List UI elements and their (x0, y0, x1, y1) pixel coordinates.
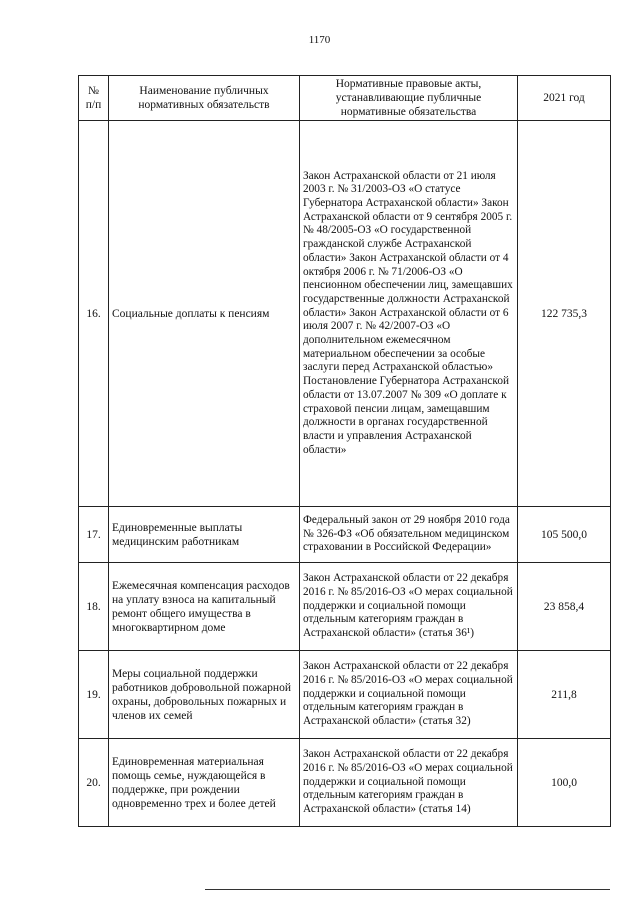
row-amount: 23 858,4 (518, 563, 611, 651)
table-row (79, 563, 611, 651)
footer-rule (205, 889, 610, 890)
table-row (79, 651, 611, 739)
row-num: 20. (79, 739, 109, 827)
table-row (79, 121, 611, 507)
row-name: Единовременные выплаты медицинским работникам (109, 507, 300, 563)
row-acts: Закон Астраханской области от 22 декабря 2016 г. № 85/2016-ОЗ «О мерах социальной поддержки и социальной помощи отдельным категориям граждан в Астраханской области» (статья 32) (300, 651, 518, 739)
row-num: 17. (79, 507, 109, 563)
header-num: № п/п (79, 76, 109, 121)
row-num: 18. (79, 563, 109, 651)
table-row (79, 507, 611, 563)
row-amount: 100,0 (518, 739, 611, 827)
row-name: Меры социальной поддержки работников добровольной пожарной охраны, добровольных пожарных и членов их семей (109, 651, 300, 739)
row-amount: 122 735,3 (518, 121, 611, 507)
row-acts: Закон Астраханской области от 21 июля 2003 г. № 31/2003-ОЗ «О статусе Губернатора Астраханской области» Закон Астраханской области от 9 сентября 2005 г. № 48/2005-ОЗ «О государственной гражданской службе Астраханской области» Закон Астраханской области от 4 октября 2006 г. № 71/2006-ОЗ «О пенсионном обеспечении лиц, замещавших государственные должности Астраханской области» Закон Астраханской области от 6 июля 2007 г. № 42/2007-ОЗ «О дополнительном ежемесячном материальном обеспечении за особые заслуги перед Астраханской областью» Постановление Губернатора Астраханской области от 13.07.2007 № 309 «О доплате к страховой пенсии лицам, замещавшим должности в органах государственной власти и управления Астраханской области» (300, 121, 518, 507)
row-name: Социальные доплаты к пенсиям (109, 121, 300, 507)
row-num: 19. (79, 651, 109, 739)
header-acts: Нормативные правовые акты, устанавливающие публичные нормативные обязательства (300, 76, 518, 121)
row-acts: Федеральный закон от 29 ноября 2010 года № 326-ФЗ «Об обязательном медицинском страховании в Российской Федерации» (300, 507, 518, 563)
public-obligations-table (78, 75, 611, 827)
row-acts: Закон Астраханской области от 22 декабря 2016 г. № 85/2016-ОЗ «О мерах социальной поддержки и социальной помощи отдельным категориям граждан в Астраханской области» (статья 14) (300, 739, 518, 827)
row-num: 16. (79, 121, 109, 507)
row-amount: 105 500,0 (518, 507, 611, 563)
header-amount: 2021 год (518, 76, 611, 121)
row-amount: 211,8 (518, 651, 611, 739)
row-name: Единовременная материальная помощь семье, нуждающейся в поддержке, при рождении одновременно трех и более детей (109, 739, 300, 827)
header-name: Наименование публичных нормативных обязательств (109, 76, 300, 121)
table-header-row (79, 76, 611, 121)
row-name: Ежемесячная компенсация расходов на уплату взноса на капитальный ремонт общего имущества в многоквартирном доме (109, 563, 300, 651)
page-number: 1170 (308, 34, 331, 46)
row-acts: Закон Астраханской области от 22 декабря 2016 г. № 85/2016-ОЗ «О мерах социальной поддержки и социальной помощи отдельным категориям граждан в Астраханской области» (статья 36¹) (300, 563, 518, 651)
table-row (79, 739, 611, 827)
